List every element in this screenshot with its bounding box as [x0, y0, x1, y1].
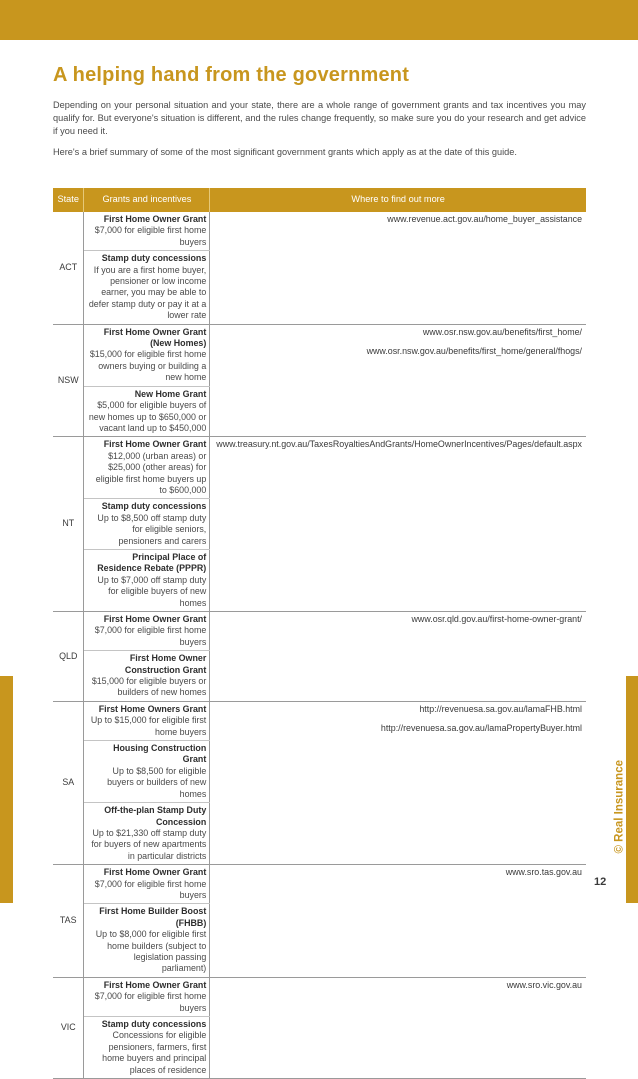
grant-cell — [84, 651, 210, 702]
grant-title: First Home Owners Grant — [98, 703, 207, 714]
grant-title: Stamp duty concessions — [101, 1019, 207, 1029]
state-nt: NT — [53, 437, 84, 612]
grant-desc: Concessions for eligible pensioners, farmers, first home buyers and principal places of residence — [102, 1030, 207, 1075]
link[interactable]: www.osr.qld.gov.au/first-home-owner-grant/ — [411, 614, 582, 624]
grant-cell — [84, 612, 210, 651]
links-cell — [210, 612, 586, 702]
state-nsw: NSW — [53, 324, 84, 437]
grant-cell — [84, 904, 210, 977]
grant-desc: Up to $15,000 for eligible first home buyers — [90, 715, 207, 737]
grant-desc: Up to $8,500 off stamp duty for eligible seniors, pensioners and carers — [97, 512, 207, 546]
link[interactable]: http://revenuesa.sa.gov.au/lamaFHB.html — [419, 703, 582, 714]
grant-desc: If you are a first home buyer, pensioner or low income earner, you may be able to defer stamp duty or pay it at a lower rate — [88, 264, 207, 321]
header-where: Where to find out more — [210, 188, 586, 212]
state-sa: SA — [53, 701, 84, 864]
summary-paragraph: Here's a brief summary of some of the most significant government grants which apply as at the date of this guide. — [53, 147, 517, 157]
grant-desc: $15,000 for eligible first home owners buying or building a new home — [89, 349, 207, 383]
link[interactable]: http://revenuesa.sa.gov.au/lamaPropertyBuyer.html — [380, 723, 582, 734]
header-state: State — [53, 188, 84, 212]
grant-cell — [84, 701, 210, 740]
link[interactable]: www.treasury.nt.gov.au/TaxesRoyaltiesAndGrants/HomeOwnerIncentives/Pages/default.aspx — [216, 439, 582, 450]
grant-title: Principal Place of Residence Rebate (PPPR) — [97, 551, 207, 574]
state-tas: TAS — [53, 865, 84, 978]
grant-title: First Home Owner Grant (New Homes) — [103, 326, 207, 349]
grant-title: New Home Grant — [134, 388, 207, 399]
grant-desc: $7,000 for eligible first home buyers — [94, 991, 207, 1013]
grant-cell — [84, 977, 210, 1016]
header-grants: Grants and incentives — [84, 188, 210, 212]
links-cell — [210, 701, 586, 864]
grant-title: Stamp duty concessions — [101, 253, 207, 264]
grant-title: First Home Owner Grant — [103, 979, 207, 990]
links-cell — [210, 977, 586, 1078]
grant-cell — [84, 865, 210, 904]
state-qld: QLD — [53, 612, 84, 702]
grant-cell — [84, 251, 210, 324]
grant-desc: Up to $8,500 for eligible buyers or builders of new homes — [107, 765, 207, 799]
grant-cell — [84, 741, 210, 803]
link[interactable]: www.revenue.act.gov.au/home_buyer_assistance — [387, 214, 582, 224]
grant-cell — [84, 386, 210, 437]
brand-sidebar — [612, 720, 626, 855]
grant-title: First Home Owner Grant — [103, 614, 207, 624]
grant-title: Stamp duty concessions — [101, 501, 207, 512]
grant-desc: $7,000 for eligible first home buyers — [94, 225, 207, 247]
grant-title: First Home Builder Boost (FHBB) — [99, 906, 207, 928]
link[interactable]: www.osr.nsw.gov.au/benefits/first_home/general/fhogs/ — [366, 346, 582, 357]
grant-desc: $12,000 (urban areas) or $25,000 (other areas) for eligible first home buyers up to $600,000 — [95, 450, 207, 495]
grant-title: Housing Construction Grant — [113, 743, 207, 765]
grant-desc: $5,000 for eligible buyers of new homes up to $650,000 or vacant land up to $450,000 — [88, 400, 207, 433]
grant-cell — [84, 324, 210, 386]
grant-cell — [84, 1017, 210, 1079]
grant-desc: $7,000 for eligible first home buyers — [94, 878, 207, 900]
state-vic: VIC — [53, 977, 84, 1078]
state-act: ACT — [53, 212, 84, 324]
grant-desc: $15,000 for eligible buyers or builders of new homes — [91, 676, 207, 698]
brand-text: © Real Insurance — [613, 760, 626, 854]
grant-desc: $7,000 for eligible first home buyers — [94, 625, 207, 647]
link[interactable]: www.osr.nsw.gov.au/benefits/first_home/ — [422, 326, 582, 337]
links-cell — [210, 437, 586, 612]
grant-title: First Home Owner Grant — [103, 867, 207, 878]
grant-title: First Home Owner Construction Grant — [124, 653, 207, 675]
grant-desc: Up to $21,330 off stamp duty for buyers of new apartments in particular districts — [91, 827, 207, 861]
grant-desc: Up to $8,000 for eligible first home builders (subject to legislation passing parliament) — [95, 929, 207, 974]
grant-cell — [84, 803, 210, 865]
links-cell — [210, 865, 586, 978]
table-row — [53, 865, 586, 904]
table-row — [53, 437, 586, 499]
table-header-row — [53, 188, 586, 212]
grant-title: First Home Owner Grant — [103, 214, 207, 224]
table-row — [53, 977, 586, 1016]
grant-title: First Home Owner Grant — [103, 439, 207, 450]
grant-cell — [84, 499, 210, 550]
page-number: 12 — [594, 876, 607, 888]
grant-cell — [84, 549, 210, 611]
table-row — [53, 701, 586, 740]
grant-cell — [84, 212, 210, 251]
table-row — [53, 324, 586, 386]
grant-title: Off-the-plan Stamp Duty Concession — [104, 805, 207, 827]
links-cell — [210, 212, 586, 324]
left-accent-bar — [0, 676, 13, 903]
top-accent-bar — [0, 0, 638, 40]
page-title: A helping hand from the government — [53, 64, 410, 86]
table-row — [53, 212, 586, 251]
link[interactable]: www.sro.vic.gov.au — [506, 979, 582, 990]
grant-desc: Up to $7,000 off stamp duty for eligible buyers of new homes — [97, 574, 207, 608]
link[interactable]: www.sro.tas.gov.au — [505, 867, 582, 878]
table-row — [53, 612, 586, 651]
intro-paragraph: Depending on your personal situation and your state, there are a whole range of government grants and tax incentives you may qualify for. But everyone's situation is different, and the rules change frequently, so make sure you do your research and get advice if you need it. — [53, 100, 586, 136]
grants-table — [53, 188, 586, 1079]
links-cell — [210, 324, 586, 437]
grant-cell — [84, 437, 210, 499]
right-accent-bar — [626, 676, 638, 903]
